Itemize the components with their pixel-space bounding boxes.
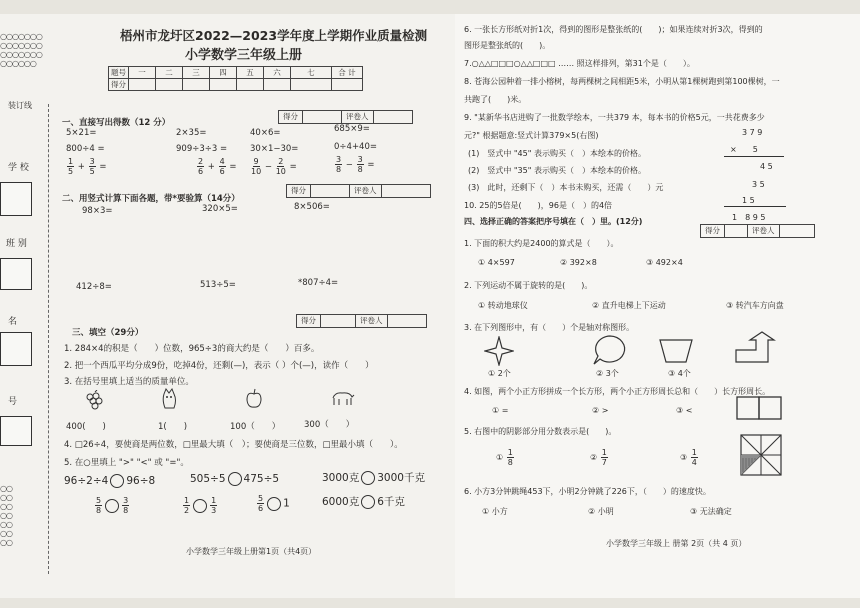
compare-circle[interactable]	[361, 495, 375, 509]
calc-item: 40×6=	[250, 128, 281, 138]
q9-sub-2: (2) 竖式中 "35" 表示购买（ ）本绘本的价格。	[468, 166, 646, 175]
grader-name-cell[interactable]	[374, 111, 412, 123]
cat-icon	[160, 388, 180, 410]
frac-op: −	[264, 162, 273, 172]
fill-question-4: 4. □26÷4，要使商是两位数，□里最大填（ ）；要使商是三位数，□里最小填（ ）。	[64, 440, 403, 450]
frac-num: 2	[278, 157, 284, 166]
score-cell[interactable]	[210, 79, 237, 91]
fill-question-6-cont: 图形是整张纸的( )。	[464, 41, 551, 50]
frac-op: +	[207, 162, 215, 172]
choice-option[interactable]	[590, 448, 609, 467]
class-field[interactable]	[0, 258, 32, 290]
arrow-shape-icon	[734, 330, 776, 364]
grader-name-label: 评卷人	[748, 225, 780, 237]
grader-score-label: 得分	[287, 185, 311, 197]
compare-circle[interactable]	[361, 471, 375, 485]
binding-holes-top: ○○○○○○○ ○○○○○○○ ○○○○○○○ ○○○○○○	[0, 32, 42, 68]
apple-icon	[244, 388, 264, 410]
left-page	[0, 14, 455, 598]
grader-box-4	[700, 224, 815, 238]
frac-den: 8	[507, 458, 513, 467]
choice-option[interactable]: ③ <	[676, 406, 693, 415]
compare-circle[interactable]	[267, 497, 281, 511]
frac-op: +	[77, 162, 85, 172]
grader-score-cell[interactable]	[303, 111, 342, 123]
option-mark: ①	[496, 453, 504, 462]
choice-option[interactable]: ① 4×597	[478, 258, 515, 267]
compare-left: 505÷5	[190, 473, 226, 485]
fill-question-2: 2. 把一个西瓜平均分成9份，吃掉4份，还剩(—)，表示（ ）个(—)，读作（ ）	[64, 361, 374, 371]
frac-den: 5	[89, 167, 95, 176]
section4-heading: 四、选择正确的答案把序号填在（ ）里。(12分)	[464, 217, 643, 226]
section3-heading: 三、填空（29分）	[72, 328, 144, 338]
choice-option[interactable]: ① 转动地球仪	[478, 301, 528, 310]
vcalc-rule	[724, 156, 784, 157]
choice-question-6: 6. 小方3分钟跳绳453下，小明2分钟跳了226下，（ ）的速度快。	[464, 487, 711, 496]
grader-name-label: 评卷人	[356, 315, 388, 327]
fill-question-10: 10. 25的5倍是( )，96是（ ）的4倍	[464, 201, 613, 210]
fill-question-7: 7.○△△□□□○△△□□□ …… 照这样排列，第31个是（ ）。	[464, 59, 695, 68]
score-cell[interactable]	[332, 79, 363, 91]
score-header-7: 七	[291, 67, 332, 79]
score-header-total: 合 计	[332, 67, 363, 79]
fill-question-6: 6. 一张长方形纸对折1次，得到的图形是整张纸的( )；如果连续对折3次，得到的	[464, 25, 763, 34]
compare-right: 3000千克	[377, 472, 425, 484]
vcalc-line-1: 3 7 9	[742, 128, 763, 137]
score-cell[interactable]	[183, 79, 210, 91]
choice-option[interactable]: ② 3个	[596, 369, 619, 378]
vertical-calc-item: 98×3=	[82, 206, 113, 216]
compare-left: 6000克	[322, 496, 360, 508]
frac-num: 1	[68, 157, 74, 166]
choice-option[interactable]	[496, 448, 515, 467]
frac-den: 4	[691, 458, 697, 467]
choice-option[interactable]: ③ 无法确定	[690, 507, 732, 516]
frac-num: 1	[507, 448, 513, 457]
grader-score-label: 得分	[279, 111, 303, 123]
fraction-item-4: $\frac{3}{8}$ − $\frac{3}{8}$ =	[336, 155, 375, 174]
score-header-0: 题号	[109, 67, 129, 79]
choice-option[interactable]: ③ 转汽车方向盘	[726, 301, 784, 310]
fraction-item-1: $\frac{1}{5}$ + $\frac{3}{5}$ =	[68, 157, 107, 176]
score-header-1: 一	[129, 67, 156, 79]
fill-question-9: 9. "某新华书店进购了一批数学绘本，一共379 本，每本书的价格5元，一共花费多少	[464, 113, 765, 122]
grader-box-3	[296, 314, 427, 328]
compare-right: 96÷8	[126, 475, 156, 487]
calc-item: 0÷4+40=	[334, 142, 377, 152]
choice-question-5: 5. 右图中的阴影部分用分数表示是( )。	[464, 427, 617, 436]
vertical-calc-item: *807÷4=	[298, 278, 339, 288]
mass-blank[interactable]: 300（ ）	[304, 420, 355, 430]
right-page-footer: 小学数学三年级上 册第 2页（共 4 页）	[606, 539, 747, 548]
grader-name-label: 评卷人	[342, 111, 374, 123]
fill-question-8-cont: 共跑了( )米。	[464, 95, 527, 104]
choice-question-3: 3. 在下列图形中，有（ ）个是轴对称图形。	[464, 323, 635, 332]
binding-holes-bottom: ○○ ○○ ○○ ○○ ○○ ○○ ○○	[0, 484, 12, 547]
school-label: 学 校	[8, 163, 29, 173]
calc-item: 685×9=	[334, 124, 370, 134]
choice-option[interactable]: ③ 492×4	[646, 258, 683, 267]
choice-question-2: 2. 下列运动不属于旋转的是( )。	[464, 281, 593, 290]
grader-score-label: 得分	[297, 315, 321, 327]
mass-blank[interactable]: 1( )	[158, 422, 188, 432]
compare-frac-2: $\frac{1}{2}$ $\frac{1}{3}$	[184, 496, 217, 515]
number-label: 号	[8, 397, 18, 407]
choice-question-1: 1. 下面的积大约是2400的算式是（ ）。	[464, 239, 619, 248]
fill-question-9-cont: 元?" 根据题意:竖式计算379×5(右图)	[464, 131, 599, 140]
calc-item: 909÷3÷3 =	[176, 144, 228, 154]
frac-num: 3	[89, 157, 95, 166]
compare-item-3	[322, 470, 425, 485]
choice-option[interactable]: ② 直升电梯上下运动	[592, 301, 666, 310]
score-table	[108, 66, 363, 91]
frac-num: 1	[691, 448, 697, 457]
compare-right: 475÷5	[243, 473, 280, 485]
frac-den: 5	[68, 167, 74, 176]
fill-question-1: 1. 284×4的积是（ ）位数，965÷3的商大约是（ ）百多。	[64, 344, 320, 354]
frac-den: 6	[219, 167, 225, 176]
choice-question-4: 4. 如图，两个小正方形拼成一个长方形，两个小正方形周长总和（ ）长方形周长。	[464, 387, 771, 396]
grader-name-cell[interactable]	[388, 315, 426, 327]
compare-right: 6千克	[377, 496, 405, 508]
frac-den: 8	[336, 165, 342, 174]
vertical-calc-item: 513÷5=	[200, 280, 236, 290]
exam-subtitle: 小学数学三年级上册	[185, 48, 303, 63]
frac-op: −	[345, 160, 353, 170]
calc-item: 5×21=	[66, 128, 97, 138]
compare-circle[interactable]	[110, 474, 124, 488]
grader-score-cell[interactable]	[321, 315, 356, 327]
class-label: 班 别	[6, 239, 27, 249]
choice-option[interactable]: ① 小方	[482, 507, 508, 516]
animal-icon	[330, 388, 356, 408]
calc-item: 2×35=	[176, 128, 207, 138]
fill-question-5: 5. 在○里填上 ">" "<" 或 "="。	[64, 458, 189, 468]
binding-strip	[0, 14, 58, 598]
binding-dashed-line	[48, 104, 49, 574]
frac-num: 1	[601, 448, 607, 457]
score-row-label: 得分	[109, 79, 129, 91]
compare-item-1	[64, 474, 155, 488]
shaded-square-figure	[740, 434, 782, 476]
vcalc-line-4: 3 5	[752, 180, 765, 189]
score-cell[interactable]	[237, 79, 264, 91]
left-page-footer: 小学数学三年级上册第1页（共4页）	[186, 547, 317, 556]
frac-num: 3	[336, 155, 342, 164]
vertical-calc-item: 412÷8=	[76, 282, 112, 292]
q9-sub-1: (1) 竖式中 "45" 表示购买（ ）本绘本的价格。	[468, 149, 646, 158]
grader-score-label: 得分	[701, 225, 725, 237]
grader-box-2	[286, 184, 431, 198]
vcalc-line-5: 1 5	[742, 196, 755, 205]
frac-den: 6	[198, 167, 204, 176]
frac-den: 10	[251, 167, 262, 176]
choice-option[interactable]	[680, 448, 699, 467]
frac-num: 9	[253, 157, 259, 166]
score-cell[interactable]	[291, 79, 332, 91]
option-mark: ②	[590, 453, 598, 462]
score-cell[interactable]	[156, 79, 183, 91]
grader-score-cell[interactable]	[725, 225, 748, 237]
compare-circle[interactable]	[105, 499, 119, 513]
frac-num: 2	[198, 157, 204, 166]
frac-den: 8	[357, 165, 363, 174]
score-header-6: 六	[264, 67, 291, 79]
mass-blank[interactable]: 100（ ）	[230, 422, 281, 432]
score-header-4: 四	[210, 67, 237, 79]
option-mark: ③	[680, 453, 688, 462]
choice-option[interactable]: ② 392×8	[560, 258, 597, 267]
fill-question-3: 3. 在括号里填上适当的质量单位。	[64, 377, 194, 387]
number-field[interactable]	[0, 416, 32, 446]
grapes-icon	[84, 390, 106, 410]
frac-num: 3	[357, 155, 363, 164]
name-label: 名	[8, 317, 18, 327]
score-cell[interactable]	[264, 79, 291, 91]
vcalc-line-6: 1 8 9 5	[732, 213, 766, 222]
frac-num: 4	[219, 157, 225, 166]
section1-heading: 一、直接写出得数（12 分）	[62, 118, 171, 128]
vertical-calc-item: 8×506=	[294, 202, 330, 212]
choice-option[interactable]: ① 2个	[488, 369, 511, 378]
frac-den: 7	[601, 458, 607, 467]
mass-blank[interactable]: 400( )	[66, 422, 106, 432]
grader-name-label: 评卷人	[350, 185, 382, 197]
fraction-item-2: $\frac{2}{6}$ + $\frac{4}{6}$ =	[198, 157, 237, 176]
grader-box-1	[278, 110, 413, 124]
compare-item-2	[190, 472, 279, 486]
section2-heading: 二、用竖式计算下面各题，带*要验算（14分）	[62, 194, 240, 204]
frac-den: 10	[275, 167, 286, 176]
binding-line-label: 装订线	[8, 101, 32, 110]
fill-question-8: 8. 苍海公园种着一排小榕树，每两棵树之间相距5米，小明从第1棵树跑到第100棵树，一	[464, 77, 780, 86]
choice-option[interactable]: ① =	[492, 406, 509, 415]
compare-left: 96÷2÷4	[64, 475, 109, 487]
compare-frac-3: $\frac{5}{6}$ 1	[258, 494, 290, 513]
score-header-5: 五	[237, 67, 264, 79]
name-field[interactable]	[0, 332, 32, 366]
vcalc-line-3: 4 5	[760, 162, 773, 171]
school-field[interactable]	[0, 182, 32, 216]
compare-left: 3000克	[322, 472, 360, 484]
grader-name-cell[interactable]	[780, 225, 814, 237]
vcalc-rule	[724, 206, 786, 207]
vcalc-line-2: × 5	[730, 145, 758, 154]
q9-sub-3: (3) 此时，还剩下（ ）本书未购买，还需（ ）元	[468, 183, 664, 192]
grader-score-cell[interactable]	[311, 185, 350, 197]
score-header-2: 二	[156, 67, 183, 79]
compare-frac-1: $\frac{5}{8}$ $\frac{3}{8}$	[96, 496, 129, 515]
score-header-3: 三	[183, 67, 210, 79]
compare-circle[interactable]	[193, 499, 207, 513]
compare-circle[interactable]	[228, 472, 242, 486]
trapezoid-shape-icon	[658, 338, 694, 364]
calc-item: 30×1−30=	[250, 144, 299, 154]
speech-bubble-shape-icon	[592, 334, 628, 366]
fraction-item-3: $\frac{9}{10}$ − $\frac{2}{10}$ =	[251, 157, 297, 176]
two-squares-figure	[736, 396, 784, 422]
choice-option[interactable]: ② 小明	[588, 507, 614, 516]
calc-item: 800÷4 =	[66, 144, 105, 154]
grader-name-cell[interactable]	[382, 185, 430, 197]
compare-item-4	[322, 494, 405, 509]
choice-option[interactable]: ③ 4个	[668, 369, 691, 378]
star-shape-icon	[484, 336, 514, 366]
choice-option[interactable]: ② >	[592, 406, 609, 415]
vertical-calc-item: 320×5=	[202, 204, 238, 214]
exam-title: 梧州市龙圩区2022—2023学年度上学期作业质量检测	[120, 28, 428, 43]
score-cell[interactable]	[129, 79, 156, 91]
